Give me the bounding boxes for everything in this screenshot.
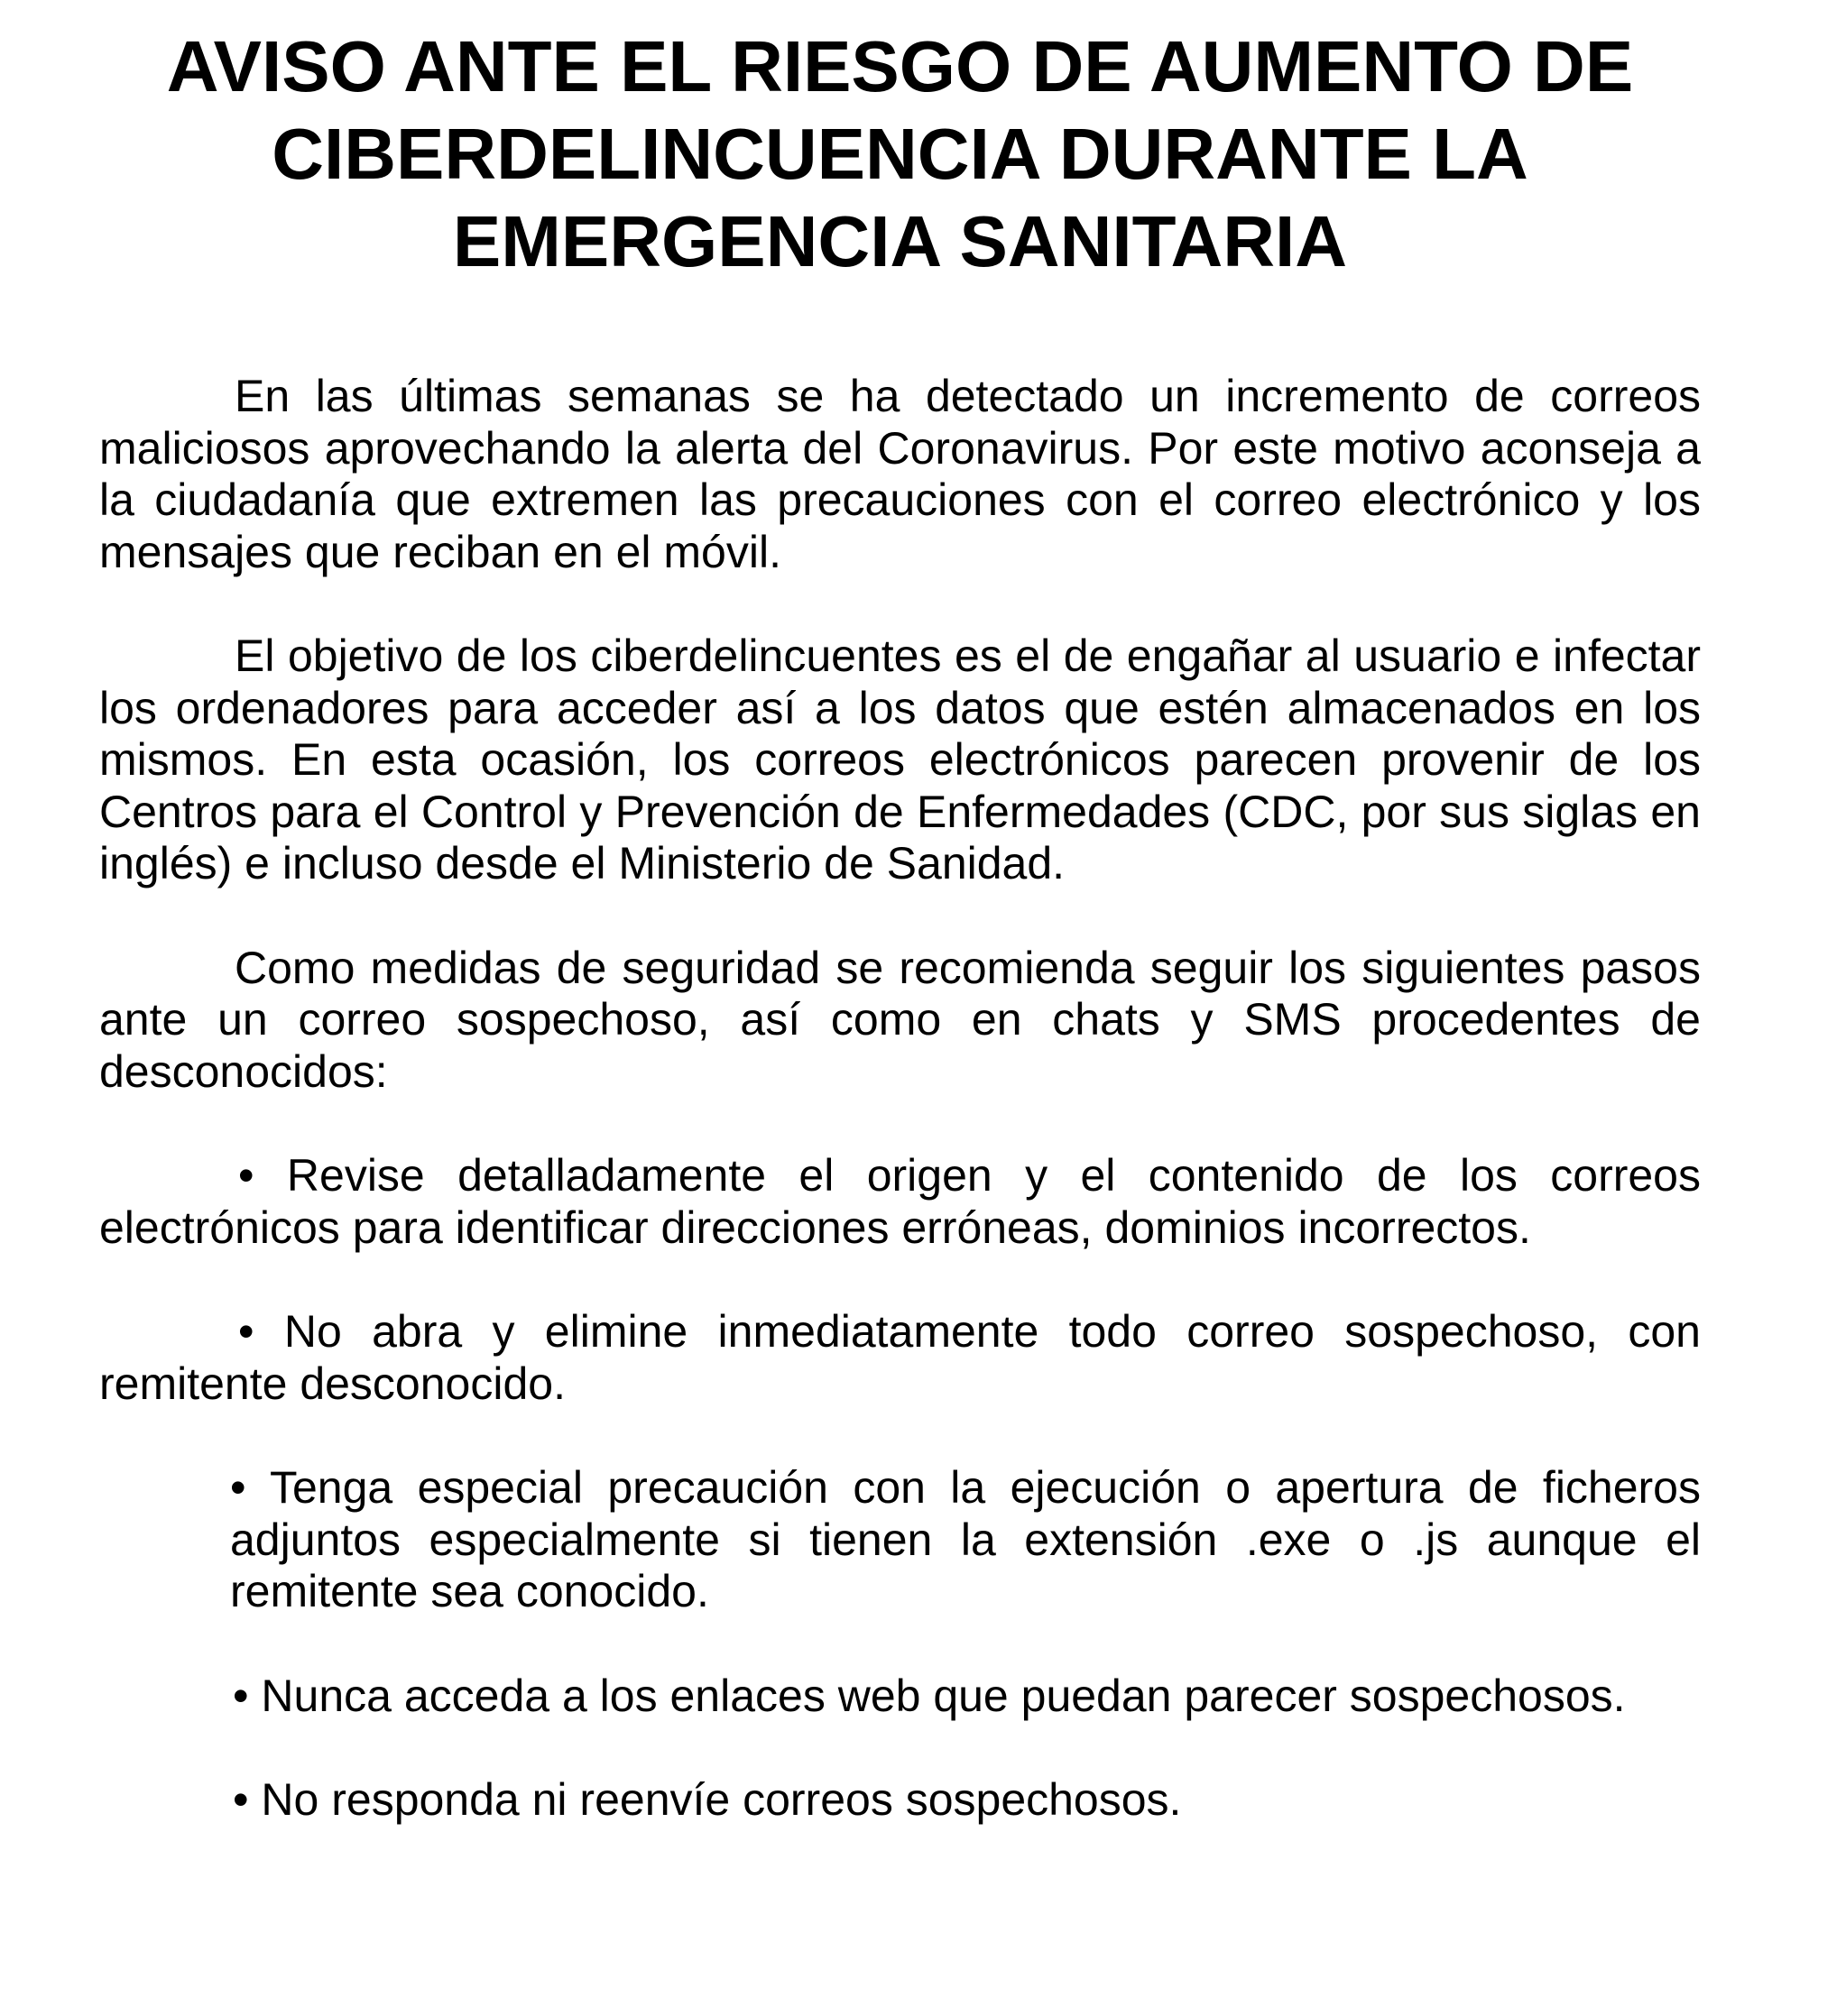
bullet-glyph: • [238,1150,254,1201]
bullet-glyph: • [233,1670,249,1721]
list-item-text: No responda ni reenvíe correos sospechosos. [261,1774,1182,1825]
list-item-text: No abra y elimine inmediatamente todo correo sospechoso, con remitente desconocido. [99,1306,1701,1409]
bullet-glyph: • [233,1774,249,1825]
paragraph: Como medidas de seguridad se recomienda seguir los siguientes pasos ante un correo sospechoso, así como en chats y SMS procedentes de desconocidos: [99,942,1701,1097]
list-item-text: Tenga especial precaución con la ejecución o apertura de ficheros adjuntos especialmente si tienen la extensión .exe o .js aunque el remitente sea conocido. [230,1462,1701,1616]
list-item-text: Nunca acceda a los enlaces web que puedan parecer sospechosos. [261,1670,1626,1721]
paragraph: En las últimas semanas se ha detectado un incremento de correos maliciosos aprovechando la alerta del Coronavirus. Por este motivo aconseja a la ciudadanía que extremen las precauciones con el correo electrónico y los mensajes que reciban en el móvil. [99,371,1701,577]
list-item-text: Revise detalladamente el origen y el contenido de los correos electrónicos para identificar direcciones erróneas, dominios incorrectos. [99,1150,1701,1253]
paragraph: El objetivo de los ciberdelincuentes es el de engañar al usuario e infectar los ordenadores para acceder así a los datos que estén almacenados en los mismos. En esta ocasión, los correos electrónicos parecen provenir de los Centros para el Control y Prevención de Enfermedades (CDC, por sus siglas en inglés) e incluso desde el Ministerio de Sanidad. [99,631,1701,888]
bullet-glyph: • [230,1462,246,1513]
bullet-glyph: • [238,1306,254,1357]
document-title: AVISO ANTE EL RIESGO DE AUMENTO DE CIBERDELINCUENCIA DURANTE LA EMERGENCIA SANITARIA [166,26,1634,281]
list-item [99,1774,1701,1827]
list-item [230,1462,1701,1618]
list-item [99,1306,1701,1410]
list-item [99,1150,1701,1254]
list-item [99,1671,1701,1723]
